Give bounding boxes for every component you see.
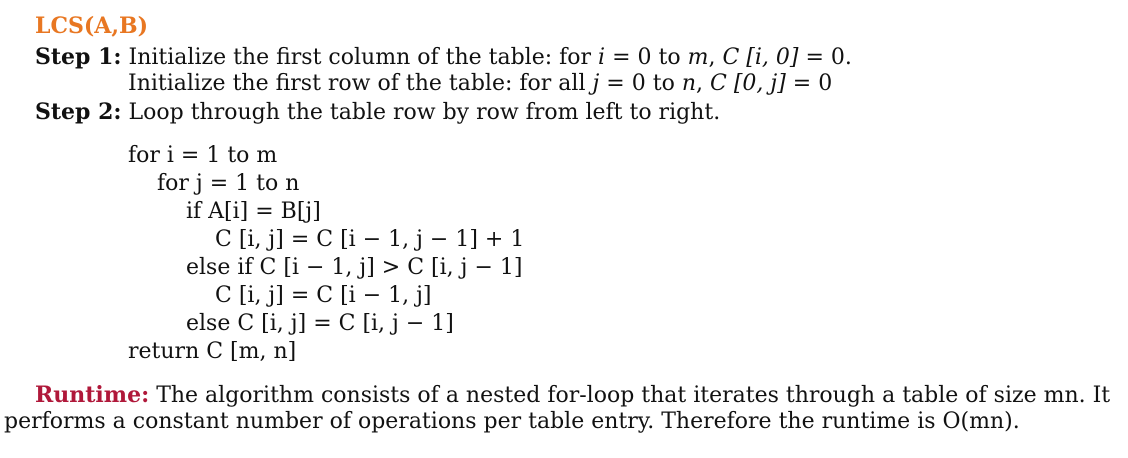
step-2-label: Step 2: (35, 99, 122, 125)
step-1-line-2-j: j (592, 71, 600, 96)
step-1-line-2-eq0: = 0 to (599, 71, 682, 96)
algorithm-title: LCS(A,B) (35, 13, 149, 39)
code-line-8: return C [m, n] (128, 339, 297, 364)
step-1-line-1 (35, 43, 852, 72)
step-1-label: Step 1: (35, 44, 122, 70)
step-1-line-1-i: i (598, 45, 606, 70)
code-line-5: else if C [i − 1, j] > C [i, j − 1] (186, 255, 523, 280)
code-line-7: else C [i, j] = C [i, j − 1] (186, 311, 454, 336)
step-1-line-2-C: C (709, 71, 727, 96)
step-1-line-2-comma: , (695, 71, 710, 96)
step-1-line-2-tail: = 0 (785, 71, 833, 96)
step-1-line-2-index: [0, j] (726, 71, 786, 96)
step-1-line-2 (128, 70, 832, 98)
step-2-line (35, 98, 720, 127)
code-line-2: for j = 1 to n (157, 171, 300, 196)
runtime-label: Runtime: (35, 382, 150, 408)
code-line-3: if A[i] = B[j] (186, 199, 321, 224)
step-1-line-1-text: Initialize the first column of the table: for (128, 45, 599, 70)
step-1-line-1-index: [i, 0] (739, 45, 799, 70)
step-2-text: Loop through the table row by row from left to right. (128, 100, 721, 125)
step-1-line-1-eq0: = 0 to (605, 45, 688, 70)
step-1-line-1-tail: = 0. (798, 45, 852, 70)
runtime-line-1-text: The algorithm consists of a nested for-loop that iterates through a table of size mn. It (156, 383, 1111, 408)
step-1-line-1-m: m (687, 45, 709, 70)
code-line-4: C [i, j] = C [i − 1, j − 1] + 1 (215, 227, 525, 252)
code-line-1: for i = 1 to m (128, 143, 278, 168)
runtime-line-2: performs a constant number of operations per table entry. Therefore the runtime is O(mn). (4, 409, 1020, 434)
step-1-line-1-comma: , (708, 45, 723, 70)
step-1-line-1-C: C (722, 45, 740, 70)
code-line-6: C [i, j] = C [i − 1, j] (215, 283, 432, 308)
step-1-line-2-text: Initialize the first row of the table: for all (128, 71, 593, 96)
step-1-line-2-n: n (681, 71, 696, 96)
runtime-line-1 (35, 381, 1110, 410)
